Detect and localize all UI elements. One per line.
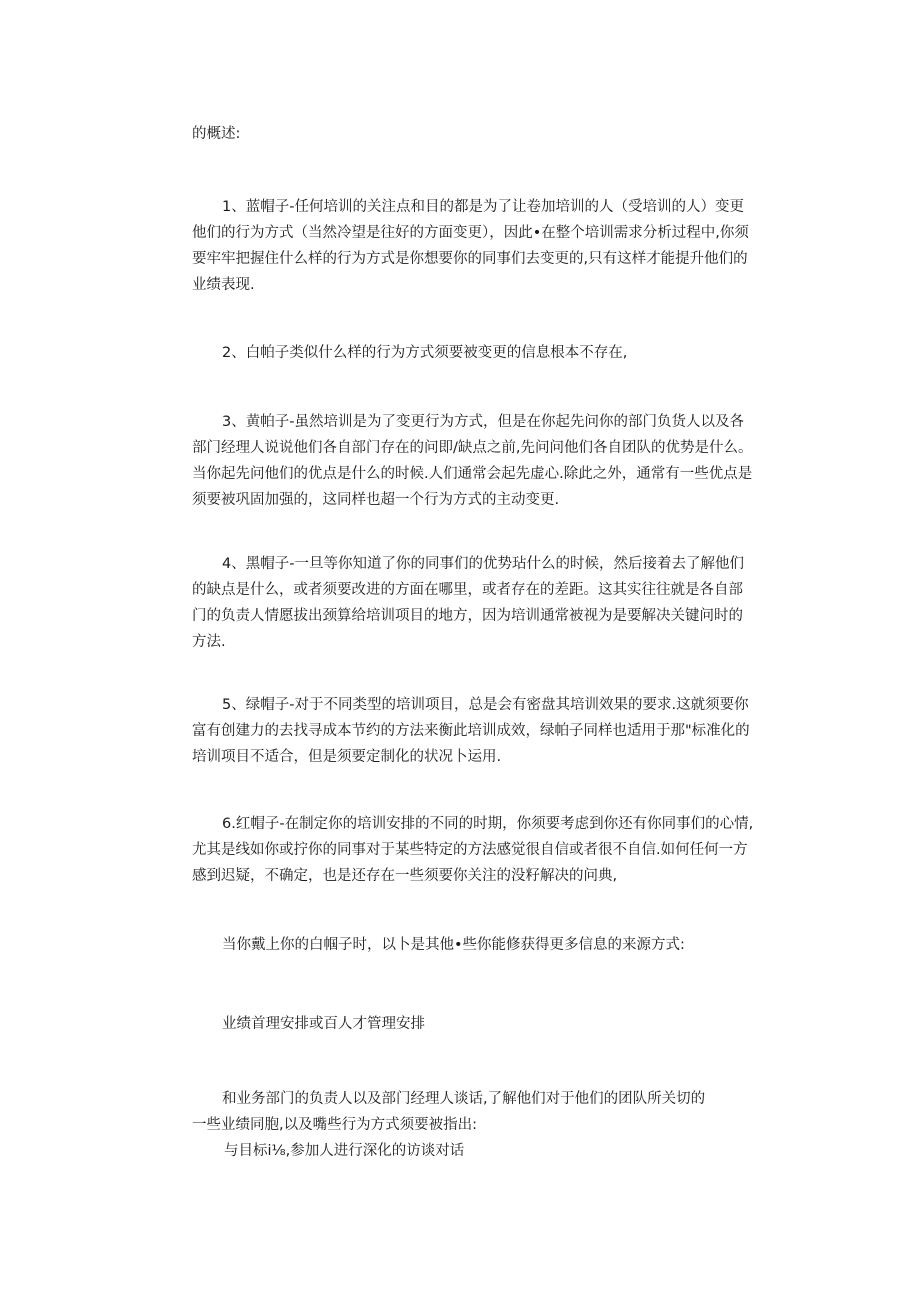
paragraph-line: 要牢牢把握住什么样的行为方式是你想要你的同事们去变更的,只有这样才能提升他们的	[192, 251, 748, 267]
paragraph-line: 部门经理人说说他们各自部门存在的问即/缺点之前,先问问他们各自团队的优势是什么。	[192, 440, 753, 456]
paragraph-line: 和业务部门的负责人以及部门经理人谈话,了解他们对于他们的团队所关切的	[222, 1091, 706, 1107]
paragraph-white-hat-sources	[192, 932, 792, 958]
paragraph-white-hat	[192, 340, 792, 366]
intro-text	[192, 121, 792, 147]
paragraph-line: 业绩表现.	[192, 277, 255, 293]
paragraph-line: 的缺点是什么，或者须要改进的方面在哪里，或者存在的差距。这其实往往就是各自部	[192, 582, 743, 598]
paragraph-blue-hat	[192, 194, 792, 298]
paragraph-line: 感到迟疑，不确定，也是还存在一些须要你关注的没籽解决的问典,	[192, 868, 618, 884]
paragraph-performance-plan	[192, 1011, 792, 1037]
paragraph-line: 当你起先问他们的优点是什么的时候.人们通常会起先虚心.除此之外，通常有一些优点是	[192, 466, 753, 482]
paragraph-line: 6.红帽子-在制定你的培训安排的不同的时期，你须要考虑到你还有你同事们的心情,	[222, 816, 754, 832]
paragraph-line: 业绩首理安排或百人才管理安排	[222, 1016, 425, 1032]
paragraph-yellow-hat	[192, 409, 792, 513]
paragraph-line: 与目标i⅛,参加人进行深化的访谈对话	[224, 1143, 465, 1159]
paragraph-line: 培训项目不适合，但是须要定制化的状况卜运用.	[192, 749, 502, 765]
paragraph-line: 1、蓝帽子-任何培训的关注点和目的都是为了让卷加培训的人（受培训的人）变更	[222, 199, 744, 215]
paragraph-red-hat	[192, 811, 792, 889]
paragraph-line: 须要被巩固加强的，这同样也超一个行为方式的主动变更.	[192, 492, 560, 508]
paragraph-line: 尤其是线如你或拧你的同事对于某些特定的方法感觉很自信或者很不自信.如何任何一方	[192, 842, 748, 858]
paragraph-line: 一些业绩同胞,以及嘴些行为方式须要被指出:	[192, 1117, 477, 1133]
paragraph-green-hat	[192, 692, 792, 770]
paragraph-line: 方法.	[192, 634, 226, 650]
paragraph-line: 他们的行为方式（当然冷望是往好的方面变更），因此•在整个培训需求分析过程中,你须	[192, 225, 749, 241]
paragraph-black-hat	[192, 551, 792, 655]
paragraph-line: 3、黄帕子-虽然培训是为了变更行为方式，但是在你起先问你的部门负货人以及各	[222, 414, 744, 430]
paragraph-line: 门的负责人情愿拔出颈算给培训项目的地方，因为培训通常被视为是要解决关键问时的	[192, 608, 743, 624]
paragraph-line: 4、黑帽子-一旦等你知道了你的同事们的优势玷什么的时候，然后接着去了解他们	[222, 556, 744, 572]
paragraph-line: 2、白帕子类似什么样的行为方式须要被变更的信息根本不存在,	[222, 345, 628, 361]
paragraph-line: 5、绿帽子-对于不同类型的培训项目，总是会有密盘其培训效果的要求.这就须要你	[222, 697, 749, 713]
paragraph-talk-managers	[192, 1086, 792, 1164]
paragraph-line: 富有创建力的去找寻成本节约的方法来衡此培训成效，绿帕子同样也适用于那"标准化的	[192, 723, 750, 739]
paragraph-line: 当你戴上你的白帼子时，以卜是其他•些你能修获得更多信息的来源方式:	[222, 937, 685, 953]
intro-line: 的概述:	[192, 126, 241, 142]
